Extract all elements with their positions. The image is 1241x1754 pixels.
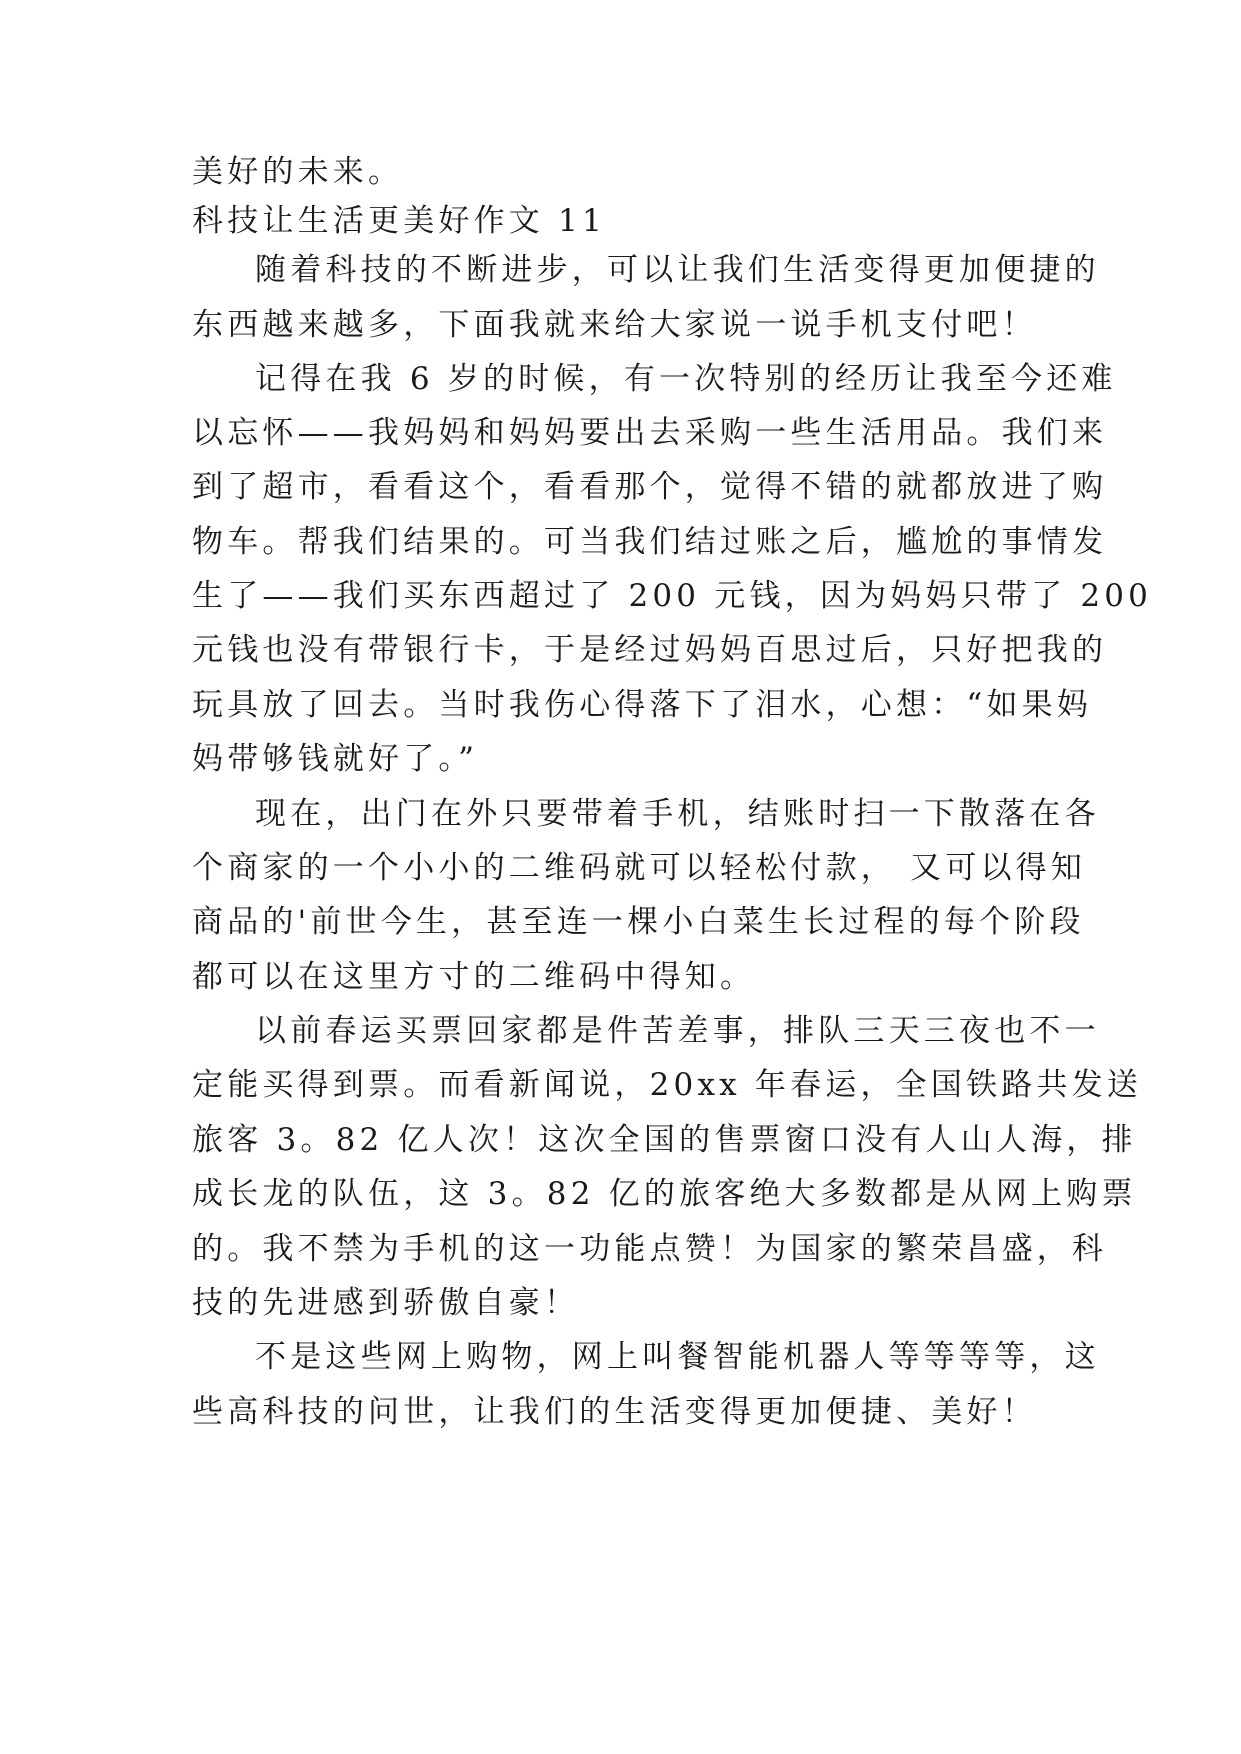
text-line: 商品的'前世今生，甚至连一棵小白菜生长过程的每个阶段 (192, 904, 1085, 940)
text-line: 记得在我 6 岁的时候，有一次特别的经历让我至今还难 (255, 361, 1117, 397)
text-line: 旅客 3。82 亿人次！这次全国的售票窗口没有人山人海，排 (192, 1122, 1137, 1158)
text-line: 到了超市，看看这个，看看那个，觉得不错的就都放进了购 (192, 469, 1108, 505)
text-line: 元钱也没有带银行卡，于是经过妈妈百思过后，只好把我的 (192, 632, 1108, 668)
text-line: 的。我不禁为手机的这一功能点赞！为国家的繁荣昌盛，科 (192, 1231, 1108, 1267)
text-line: 些高科技的问世，让我们的生活变得更加便捷、美好！ (192, 1394, 1037, 1430)
text-line: 东西越来越多，下面我就来给大家说一说手机支付吧！ (192, 307, 1037, 343)
text-line: 生了——我们买东西超过了 200 元钱，因为妈妈只带了 200 (192, 578, 1153, 614)
text-line: 妈带够钱就好了。” (192, 741, 479, 777)
text-line: 以前春运买票回家都是件苦差事，排队三天三夜也不一 (255, 1013, 1100, 1049)
text-line: 物车。帮我们结果的。可当我们结过账之后，尴尬的事情发 (192, 524, 1108, 560)
text-line: 以忘怀——我妈妈和妈妈要出去采购一些生活用品。我们来 (192, 415, 1108, 451)
text-line: 都可以在这里方寸的二维码中得知。 (192, 959, 756, 995)
text-line: 定能买得到票。而看新闻说，20xx 年春运，全国铁路共发送 (192, 1067, 1143, 1103)
text-line: 不是这些网上购物，网上叫餐智能机器人等等等等，这 (255, 1339, 1100, 1375)
text-line: 美好的未来。 (192, 154, 404, 190)
text-line: 成长龙的队伍，这 3。82 亿的旅客绝大多数都是从网上购票 (192, 1176, 1137, 1212)
text-line: 随着科技的不断进步，可以让我们生活变得更加便捷的 (255, 252, 1100, 288)
text-line: 技的先进感到骄傲自豪！ (192, 1285, 580, 1321)
text-line: 现在，出门在外只要带着手机，结账时扫一下散落在各 (255, 796, 1100, 832)
text-line: 玩具放了回去。当时我伤心得落下了泪水，心想：“如果妈 (192, 687, 1093, 723)
text-line: 个商家的一个小小的二维码就可以轻松付款， 又可以得知 (192, 850, 1087, 886)
article-title: 科技让生活更美好作文 11 (192, 203, 606, 239)
